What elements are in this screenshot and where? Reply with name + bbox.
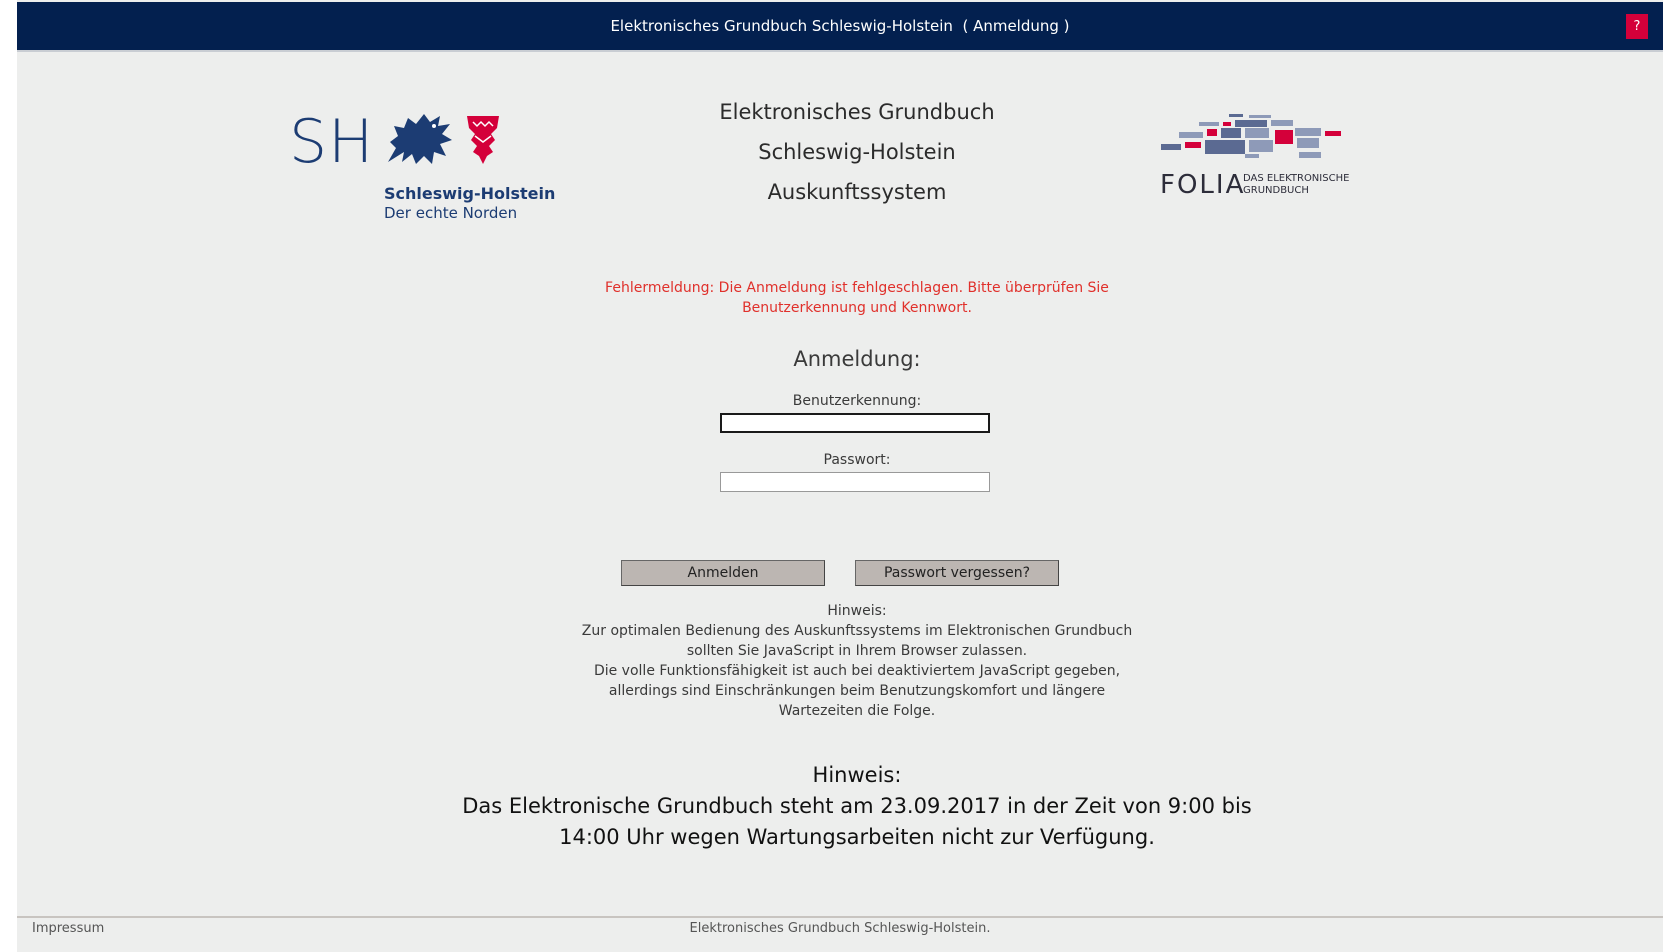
hint-small-title: Hinweis: (827, 603, 887, 619)
help-icon: ? (1633, 19, 1641, 34)
page (17, 0, 1663, 952)
login-heading: Anmeldung: (793, 347, 921, 371)
footer-divider (17, 916, 1663, 918)
hint-small-line-4: allerdings sind Einschränkungen beim Benutzungskomfort und längere (608, 683, 1106, 699)
username-label: Benutzerkennung: (792, 393, 922, 409)
top-bar (17, 2, 1663, 52)
sh-logo-slogan: Der echte Norden (384, 204, 518, 222)
help-button[interactable] (1626, 14, 1648, 39)
hint-small-line-5: Wartezeiten die Folge. (778, 703, 936, 719)
error-message (597, 278, 1117, 318)
title-line-1: Elektronisches Grundbuch (719, 100, 995, 124)
hint-big-line-2: 14:00 Uhr wegen Wartungsarbeiten nicht zur Verfügung. (559, 825, 1155, 849)
error-line-1: Fehlermeldung: Die Anmeldung ist fehlgeschlagen. Bitte überprüfen Sie (605, 280, 1109, 296)
app-title: Elektronisches Grundbuch Schleswig-Holstein ( Anmeldung ) (610, 17, 1070, 35)
password-input[interactable] (720, 472, 990, 492)
login-button[interactable]: Anmelden (621, 560, 825, 586)
page-title (657, 92, 1057, 212)
folia-graphic (1159, 114, 1359, 160)
error-line-2: Benutzerkennung und Kennwort. (742, 300, 972, 316)
folia-subtitle (1243, 173, 1349, 197)
nettle-icon (467, 114, 499, 164)
sh-logo (289, 107, 556, 227)
hint-big-title: Hinweis: (812, 763, 902, 787)
footer-text: Elektronisches Grundbuch Schleswig-Holstein. (689, 921, 991, 936)
javascript-hint (557, 601, 1157, 721)
folia-subtitle-line-1: DAS ELEKTRONISCHE (1243, 173, 1350, 184)
maintenance-notice (457, 760, 1257, 853)
hint-small-line-3: Die volle Funktionsfähigkeit ist auch bei deaktiviertem JavaScript gegeben, (593, 663, 1121, 679)
lion-icon (384, 112, 456, 168)
forgot-password-button[interactable]: Passwort vergessen? (855, 560, 1059, 586)
password-label: Passwort: (823, 452, 891, 468)
sh-logo-name: Schleswig-Holstein (384, 184, 556, 203)
sh-logo-letters: SH (289, 107, 375, 177)
hint-small-line-2: sollten Sie JavaScript in Ihrem Browser zulassen. (686, 643, 1028, 659)
hint-big-line-1: Das Elektronische Grundbuch steht am 23.09.2017 in der Zeit von 9:00 bis (462, 794, 1252, 818)
folia-word: FOLIA (1160, 170, 1246, 200)
impressum-link[interactable]: Impressum (32, 921, 105, 936)
username-input[interactable] (720, 413, 990, 433)
folia-logo (1159, 114, 1359, 204)
title-line-3: Auskunftssystem (767, 180, 947, 204)
folia-subtitle-line-2: GRUNDBUCH (1243, 185, 1309, 196)
hint-small-line-1: Zur optimalen Bedienung des Auskunftssystems im Elektronischen Grundbuch (581, 623, 1133, 639)
title-line-2: Schleswig-Holstein (758, 140, 956, 164)
